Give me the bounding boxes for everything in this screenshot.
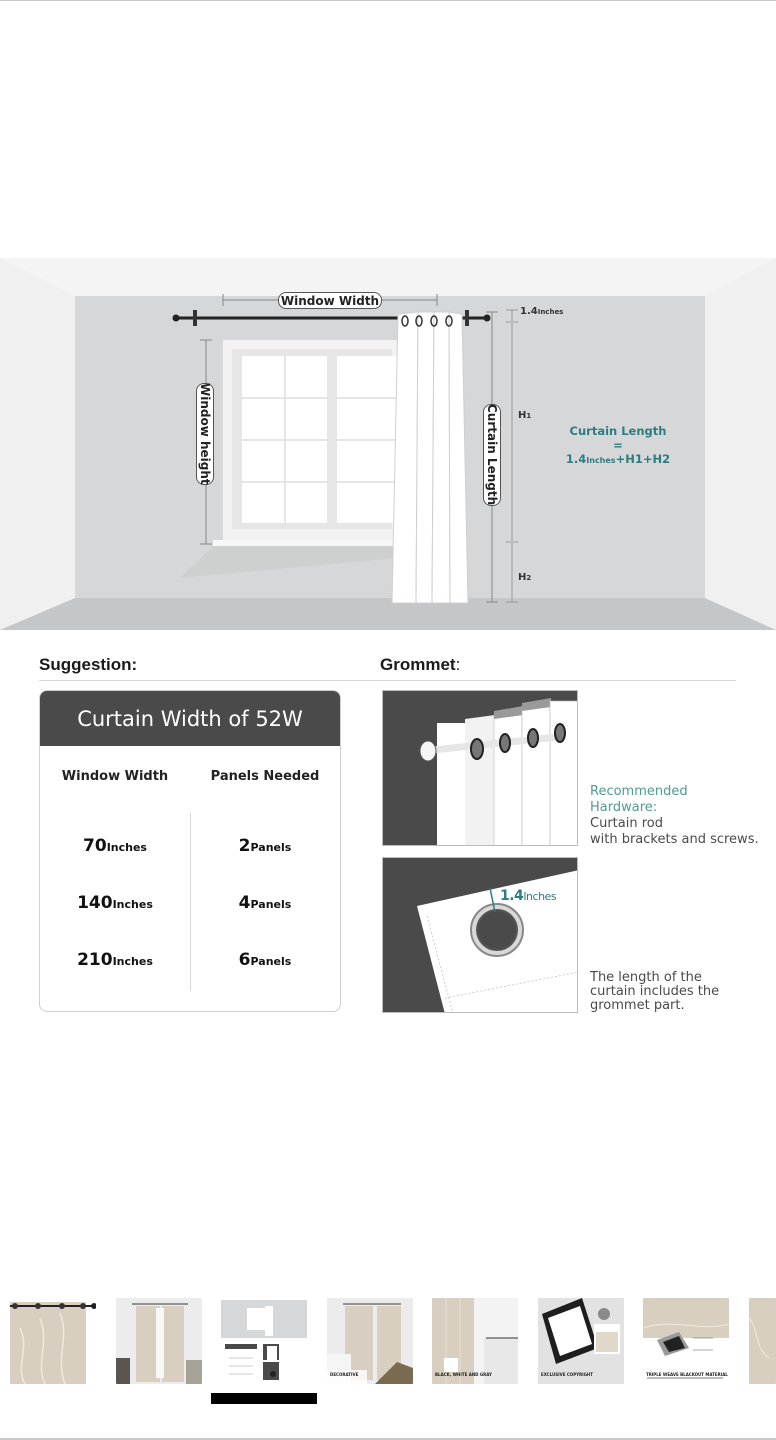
curtain-measurement-diagram bbox=[0, 258, 776, 630]
table-cell-width: 140Inches bbox=[77, 893, 153, 913]
length-note-1: The length of the bbox=[590, 970, 702, 985]
table-cell-panels: 2Panels bbox=[238, 836, 292, 856]
curtain-length-label: Curtain Length bbox=[485, 404, 499, 506]
hardware-heading-2: Hardware: bbox=[590, 800, 658, 815]
thumbnail-exclusive-copyright[interactable] bbox=[538, 1298, 624, 1384]
hardware-note bbox=[590, 784, 759, 848]
curtain-length-formula bbox=[560, 424, 676, 468]
section-divider bbox=[39, 680, 736, 681]
grommet-heading: Grommet: bbox=[380, 655, 461, 674]
h2-label: H2 bbox=[518, 572, 532, 583]
card-title: Curtain Width of 52W bbox=[40, 691, 340, 746]
top-divider bbox=[0, 0, 776, 1]
thumbnail-grommet-closeup[interactable] bbox=[10, 1298, 96, 1384]
formula-title: Curtain Length bbox=[569, 424, 667, 438]
h1-label: H1 bbox=[518, 410, 532, 421]
suggestion-heading: Suggestion: bbox=[39, 655, 138, 674]
grommet-ring-illustration bbox=[382, 857, 578, 1013]
column-header-panels-needed: Panels Needed bbox=[210, 769, 320, 784]
thumbnail-caption: BLACK, WHITE AND GRAY bbox=[435, 1372, 492, 1377]
thumbnail-caption: EXCLUSIVE COPYRIGHT bbox=[541, 1372, 593, 1377]
thumbnail-room-curtains[interactable] bbox=[116, 1298, 202, 1384]
window-height-label: Window height bbox=[198, 383, 212, 485]
column-header-window-width: Window Width bbox=[61, 769, 169, 784]
hardware-heading: Recommended bbox=[590, 784, 688, 799]
formula-equals: = bbox=[613, 438, 623, 452]
window-width-label: Window Width bbox=[278, 292, 382, 309]
thumbnail-black-white-gray[interactable] bbox=[432, 1298, 518, 1384]
top-gap-label: 1.4Inches bbox=[520, 306, 564, 317]
thumbnail-caption: DECORATIVE bbox=[330, 1372, 359, 1377]
length-note-2: curtain includes the bbox=[590, 984, 720, 999]
ring-size-label: 1.4Inches bbox=[500, 888, 557, 904]
formula-value: 1.4Inches+H1+H2 bbox=[565, 452, 671, 466]
hardware-text: Curtain rod bbox=[590, 816, 663, 831]
thumbnail-caption: TRIPLE WEAVE BLACKOUT MATERIAL bbox=[646, 1372, 728, 1377]
table-cell-width: 210Inches bbox=[77, 950, 153, 970]
table-cell-width: 70Inches bbox=[83, 836, 147, 856]
thumbnail-size-guide[interactable] bbox=[221, 1298, 307, 1384]
table-cell-panels: 4Panels bbox=[238, 893, 292, 913]
curtain-width-card bbox=[39, 690, 341, 1012]
thumbnail-soft-material[interactable] bbox=[749, 1298, 776, 1384]
curtain-panel bbox=[392, 312, 468, 603]
thumbnail-triple-weave[interactable] bbox=[643, 1298, 729, 1384]
table-cell-panels: 6Panels bbox=[238, 950, 292, 970]
thumbnail-decorative[interactable] bbox=[327, 1298, 413, 1384]
length-note-3: grommet part. bbox=[590, 998, 685, 1013]
grommet-length-note bbox=[590, 971, 719, 1013]
hardware-text-2: with brackets and screws. bbox=[590, 832, 759, 847]
grommet-rod-illustration bbox=[382, 690, 578, 846]
active-thumbnail-indicator bbox=[211, 1393, 317, 1404]
